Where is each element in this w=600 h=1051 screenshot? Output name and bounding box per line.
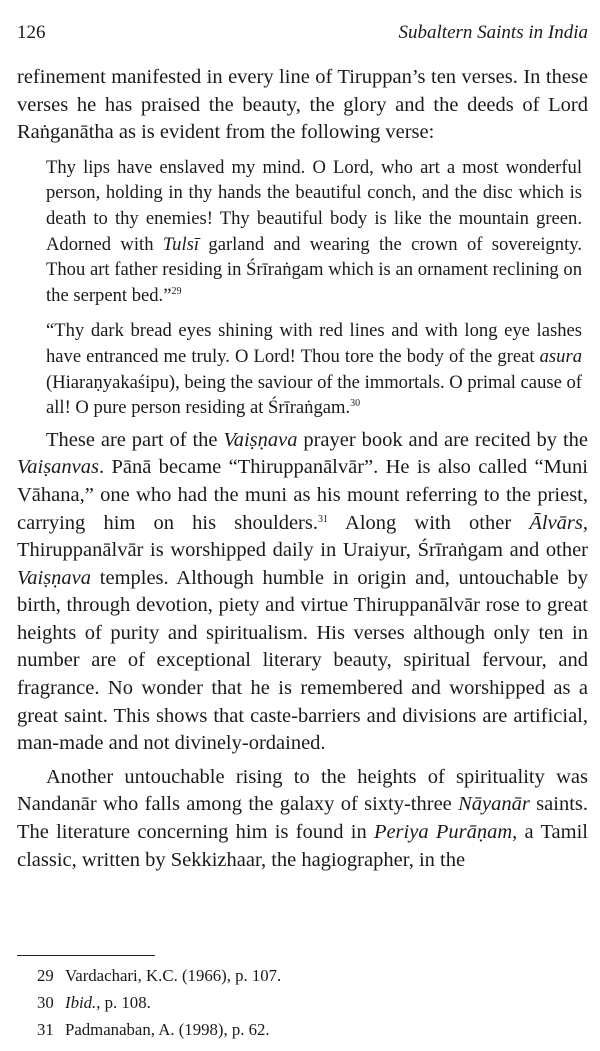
footnote: 30 Ibid., p. 108. (37, 993, 151, 1012)
footnote-ref[interactable]: 30 (350, 398, 361, 410)
paragraph: These are part of the Vaiṣṇava prayer book and are recited by the Vaiṣanvas. Pānā became “Thiruppanālvār”. He is also called “Muni Vāhana,” one who had the muni as his mount referring to the priest, carrying him on his shoulders.$^{31}$ Along with other Ālvārs, Thiruppanālvār is worshipped daily in Uraiyur, Śrīraṅgam and other Vaiṣṇava temples. Although humble in origin and, untouchable by birth, through devotion, piety and virtue Thiruppanālvār rose to great heights of purity and spiritualism. His verses although only ten in number are of exceptional literary beauty, spiritual fervour, and fragrance. No wonder that he is remembered and worshipped as a great saint. This shows that caste-barriers and divisions are artificial, man-made and not divinely-ordained. (17, 428, 588, 755)
paragraph-continuation: refinement manifested in every line of Tiruppan’s ten verses. In these verses he has praised the beauty, the glory and the deeds of Lord Raṅganātha as is evident from the following verse: (17, 66, 588, 144)
footnote: 31 Padmanaban, A. (1998), p. 62. (37, 1020, 270, 1039)
body-text (17, 64, 588, 874)
block-quote: “Thy dark bread eyes shining with red lines and with long eye lashes have entranced me truly. O Lord! Thou tore the body of the great asura (Hiaraṇyakaśipu), being the saviour of the immortals. O primal cause of all! O pure person residing at Śrīraṅgam.$^{30}$ (46, 320, 582, 419)
footnote-divider (17, 955, 155, 956)
footnote-ref[interactable]: 29 (171, 285, 182, 297)
running-title: Subaltern Saints in India (398, 22, 588, 43)
page-number: 126 (17, 22, 46, 43)
footnote-number: 30 (37, 993, 54, 1012)
footnote: 29 Vardachari, K.C. (1966), p. 107. (37, 966, 282, 985)
footnote-ref[interactable]: 31 (317, 513, 328, 525)
footnote-number: 29 (37, 966, 54, 985)
footnote-number: 31 (37, 1020, 54, 1039)
block-quote: Thy lips have enslaved my mind. O Lord, who art a most wonderful person, holding in thy hands the beautiful conch, and the disc which is death to thy enemies! Thy beautiful body is like the mountain green. Adorned with Tulsī garland and wearing the crown of sovereignty. Thou art father residing in Śrīraṅgam which is an ornament reclining on the serpent bed.”$^{29}$ (46, 156, 582, 306)
footnotes (37, 966, 281, 1047)
page-header (17, 22, 588, 46)
paragraph: Another untouchable rising to the heights of spirituality was Nandanār who falls among the galaxy of sixty-three Nāyanār saints. The literature concerning him is found in Periya Purāṇam, a Tamil classic, written by Sekkizhaar, the hagiographer, in the (17, 765, 588, 871)
